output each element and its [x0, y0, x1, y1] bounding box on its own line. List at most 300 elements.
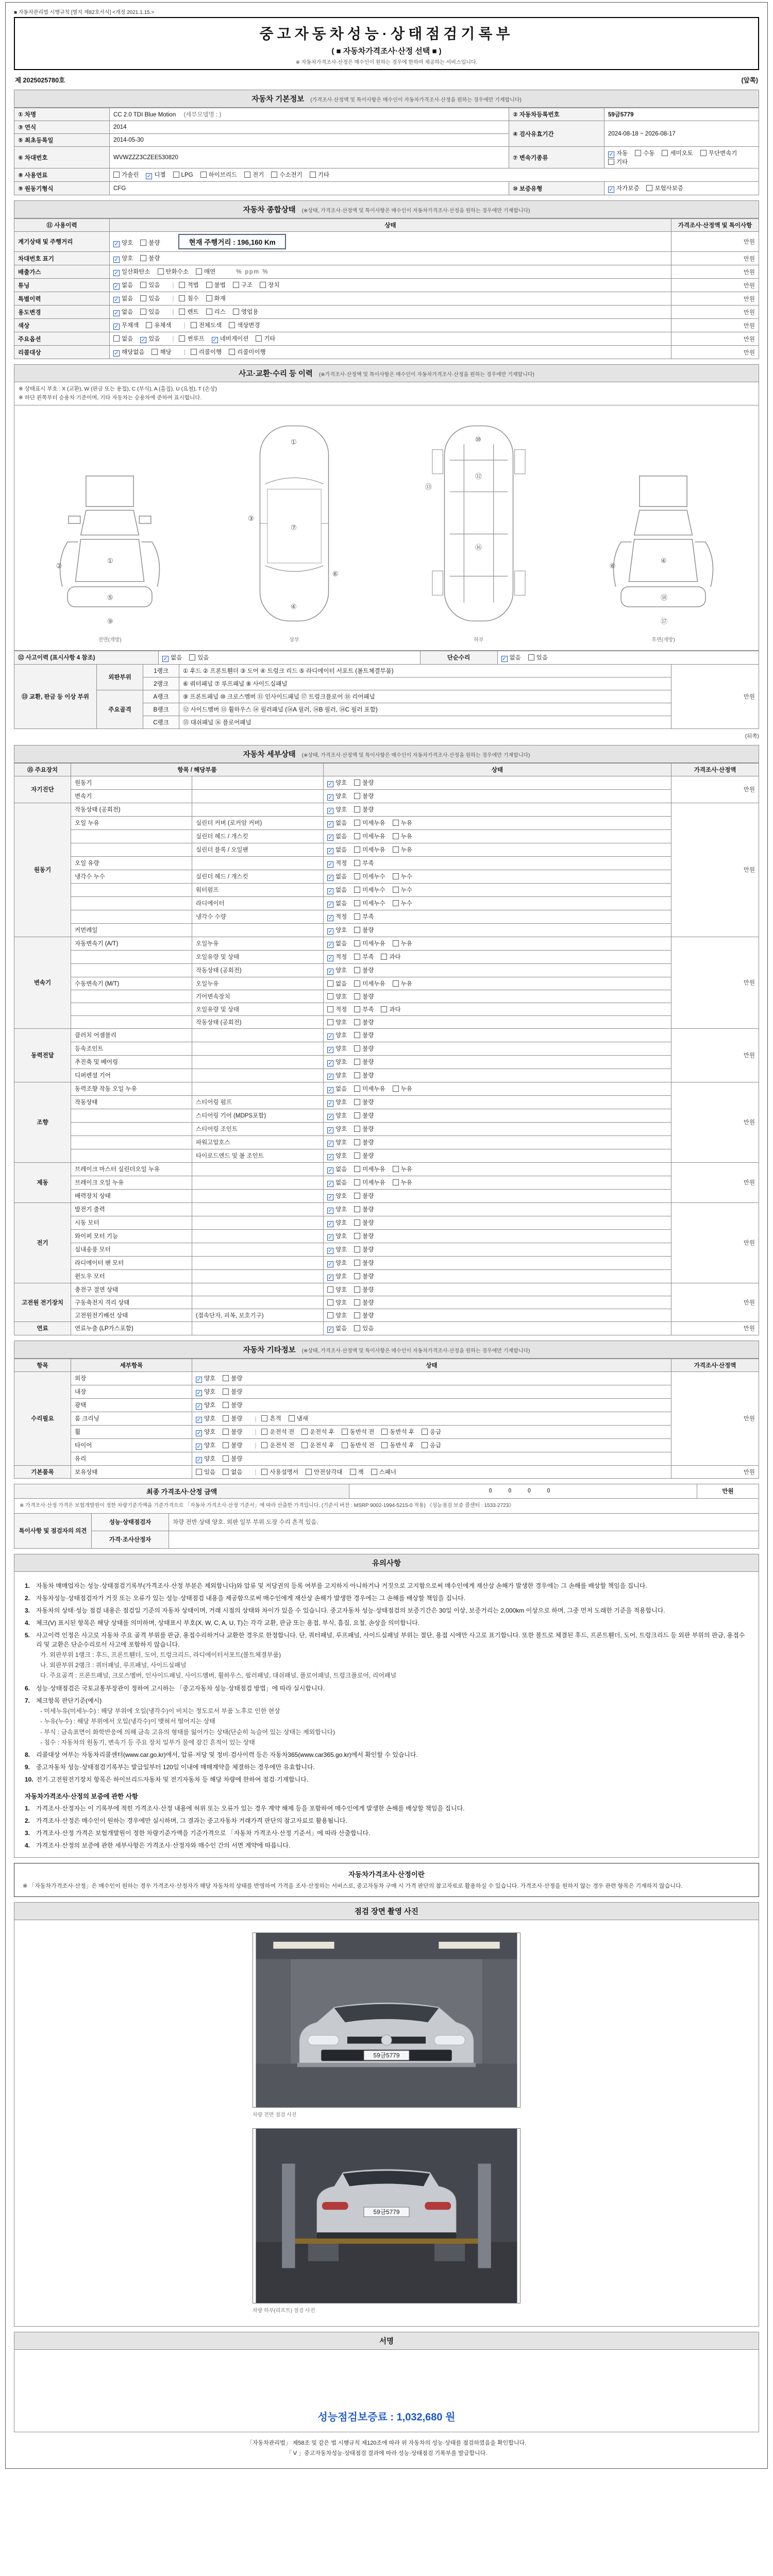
checkbox-있음[interactable]: [189, 653, 209, 662]
notice-text: 전기·고전원전기장치 항목은 하이브리드자동차 및 전기자동차 등 해당 차량에 한하여 점검·기재합니다.: [36, 1776, 309, 1784]
photo-caption: 차량 전면 점검 사진: [253, 2112, 297, 2118]
svg-text:⑨: ⑨: [107, 618, 113, 626]
car-diagram-bottom: [396, 413, 561, 643]
checkbox-있음[interactable]: [140, 308, 160, 316]
checkbox-불량[interactable]: [354, 1245, 374, 1253]
checkbox-box: ✓: [163, 655, 168, 662]
checkbox-양호[interactable]: [327, 792, 347, 801]
table-row: [14, 108, 759, 121]
detail-subitem: [192, 803, 324, 816]
table-row: [14, 1484, 759, 1498]
detail-subitem: 실린더 커버 (로커암 커버): [192, 816, 324, 829]
checkbox-화재[interactable]: [206, 294, 226, 302]
checkbox-label: 없음: [335, 820, 347, 826]
price-cell: 만원: [671, 776, 759, 803]
accident-history-state: [159, 651, 421, 664]
item-state: [110, 319, 671, 332]
checkbox-불량[interactable]: [354, 1272, 374, 1280]
checkbox-있음[interactable]: [528, 653, 548, 662]
checkbox-label: 불량: [362, 1099, 374, 1106]
checkbox-불량[interactable]: [354, 1232, 374, 1240]
checkbox-양호[interactable]: [196, 1428, 215, 1436]
checkbox-label: 침수: [187, 296, 199, 302]
checkbox-적정[interactable]: [327, 1005, 347, 1013]
price-cell: 만원: [671, 1162, 759, 1202]
checkbox-양호[interactable]: [327, 778, 347, 787]
checkbox-box: [191, 349, 197, 355]
checkbox-group: [608, 150, 744, 165]
checkbox-양호[interactable]: [327, 992, 347, 1001]
checkbox-양호[interactable]: [327, 1205, 347, 1214]
checkbox-불량[interactable]: [354, 926, 374, 934]
checkbox-누유[interactable]: [393, 1178, 412, 1187]
explain-title: 자동차가격조사·산정이란: [348, 1871, 425, 1879]
checkbox-양호[interactable]: [327, 1218, 347, 1227]
checkbox-누유[interactable]: [393, 819, 412, 827]
checkbox-전기[interactable]: [244, 171, 264, 179]
checkbox-group: [327, 1140, 381, 1146]
detail-subitem: [192, 1176, 324, 1189]
checkbox-불량[interactable]: [223, 1414, 242, 1422]
checkbox-label: 전체도색: [198, 323, 222, 329]
checkbox-label: 보험사보증: [654, 185, 683, 192]
checkbox-없음[interactable]: [327, 899, 347, 908]
checkbox-리스[interactable]: [206, 308, 226, 316]
checkbox-리콜이행[interactable]: [191, 348, 222, 356]
checkbox-미세누유[interactable]: [354, 979, 385, 988]
svg-text:⑥: ⑥: [332, 570, 339, 578]
checkbox-무단변속기[interactable]: [700, 149, 737, 157]
checkbox-불량[interactable]: [140, 254, 160, 262]
checkbox-불량[interactable]: [354, 1205, 374, 1213]
notice-subitem: - 미세누유(미세누수) : 해당 부위에 오일(냉각수)이 비치는 정도로서 부품 노후로 인한 현상: [40, 1707, 280, 1715]
checkbox-적정[interactable]: [327, 859, 347, 868]
checkbox-label: 없음: [335, 1166, 347, 1173]
final-price-value: 0 0 0 0: [349, 1484, 697, 1498]
checkbox-기타[interactable]: [608, 158, 628, 166]
checkbox-불량[interactable]: [354, 1125, 374, 1133]
checkbox-group: [327, 1046, 381, 1052]
checkbox-미세누유[interactable]: [354, 1084, 385, 1093]
section-comprehensive-title-bar: [14, 200, 759, 218]
checkbox-안전삼각대[interactable]: [306, 1468, 343, 1476]
checkbox-부족[interactable]: [354, 953, 374, 961]
detail-item: 원동기: [71, 776, 192, 789]
checkbox-렌트[interactable]: [179, 308, 198, 316]
checkbox-잭[interactable]: [350, 1468, 364, 1476]
checkbox-불량[interactable]: [354, 1138, 374, 1146]
notice-subitem: 나. 외판부위 2랭크 : 쿼터패널, 루프패널, 사이드실패널: [40, 1661, 187, 1669]
checkbox-label: 불량: [231, 1388, 243, 1395]
checkbox-수동[interactable]: [635, 149, 654, 157]
checkbox-label: 불량: [148, 240, 160, 246]
checkbox-양호[interactable]: [327, 1192, 347, 1200]
checkbox-불량[interactable]: [354, 1285, 374, 1294]
checkbox-box: [301, 1429, 308, 1435]
checkbox-불량[interactable]: [354, 1071, 374, 1079]
checkbox-해당[interactable]: [152, 348, 171, 356]
detail-state: [324, 1069, 671, 1082]
checkbox-냄새[interactable]: [289, 1414, 308, 1422]
checkbox-미세누수[interactable]: [354, 899, 385, 907]
checkbox-양호[interactable]: [327, 1232, 347, 1241]
checkbox-운전석 후[interactable]: [301, 1428, 334, 1436]
section-basic-title-bar: [14, 90, 759, 108]
checkbox-없음[interactable]: [327, 939, 347, 948]
checkbox-리콜미이행[interactable]: [229, 348, 266, 356]
checkbox-불량[interactable]: [354, 1111, 374, 1120]
checkbox-불량[interactable]: [354, 1058, 374, 1066]
detail-state: [324, 1321, 671, 1335]
checkbox-box: ✓: [328, 1087, 333, 1093]
checkbox-없음[interactable]: [327, 979, 347, 988]
checkbox-있음[interactable]: [196, 1468, 215, 1476]
checkbox-box: [113, 335, 120, 342]
checkbox-누유[interactable]: [393, 832, 412, 840]
checkbox-양호[interactable]: [327, 1031, 347, 1040]
checkbox-label: 수동: [643, 150, 655, 157]
checkbox-불량[interactable]: [354, 1259, 374, 1267]
checkbox-없음[interactable]: [501, 653, 521, 662]
checkbox-미세누유[interactable]: [354, 832, 385, 840]
checkbox-box: [354, 1112, 360, 1118]
checkbox-하이브리드[interactable]: [200, 171, 238, 179]
checkbox-불량[interactable]: [223, 1374, 242, 1382]
checkbox-없음[interactable]: [327, 832, 347, 841]
checkbox-불량[interactable]: [354, 1044, 374, 1053]
checkbox-불량[interactable]: [354, 966, 374, 974]
checkbox-미세누유[interactable]: [354, 1178, 385, 1187]
checkbox-미세누수[interactable]: [354, 886, 385, 894]
detail-item: [71, 1109, 192, 1122]
checkbox-양호[interactable]: [327, 1151, 347, 1160]
checkbox-있음[interactable]: [140, 334, 160, 343]
notice-item: [25, 1696, 748, 1705]
col-misc-group: 항목: [14, 1359, 71, 1371]
checkbox-양호[interactable]: [327, 1044, 347, 1053]
checkbox-없음[interactable]: [327, 845, 347, 854]
checkbox-불량[interactable]: [223, 1454, 242, 1463]
document-sheet: [5, 2, 768, 2469]
table-header-row: [14, 1359, 759, 1371]
misc-row: [14, 1465, 759, 1478]
checkbox-있음[interactable]: [140, 281, 160, 289]
checkbox-장치[interactable]: [260, 281, 279, 289]
signature-area[interactable]: [14, 2350, 759, 2432]
checkbox-누유[interactable]: [393, 979, 412, 988]
checkbox-불량[interactable]: [354, 778, 374, 787]
checkbox-구조[interactable]: [233, 281, 253, 289]
checkbox-box: ✓: [212, 337, 217, 343]
checkbox-미세누유[interactable]: [354, 845, 385, 854]
checkbox-label: 불량: [362, 1032, 374, 1039]
checkbox-자가보증[interactable]: [608, 184, 639, 193]
notice-text: 중고자동차 성능·상태점검기록부는 발급일부터 120일 이내에 매매계약을 체결하는 경우에만 유효합니다.: [36, 1764, 315, 1771]
checkbox-있음[interactable]: [140, 294, 160, 302]
detail-state: [324, 1003, 671, 1015]
notice-item: [25, 1816, 748, 1825]
document-number-row: [15, 75, 758, 84]
misc-state: [192, 1438, 671, 1452]
detail-subitem: [192, 1216, 324, 1229]
checkbox-불량[interactable]: [140, 239, 160, 247]
checkbox-기타[interactable]: [256, 334, 275, 343]
checkbox-누유[interactable]: [393, 1084, 412, 1093]
checkbox-양호[interactable]: [327, 926, 347, 935]
checkbox-box: [354, 806, 360, 812]
checkbox-누유[interactable]: [393, 1165, 412, 1173]
checkbox-box: [354, 1059, 360, 1065]
checkbox-box: [113, 172, 120, 178]
checkbox-양호[interactable]: [113, 239, 133, 247]
checkbox-없음[interactable]: [327, 886, 347, 894]
checkbox-양호[interactable]: [196, 1454, 215, 1463]
checkbox-미세누유[interactable]: [354, 819, 385, 827]
checkbox-일산화탄소[interactable]: [113, 267, 150, 276]
checkbox-부족[interactable]: [354, 912, 374, 921]
notice-subitem: - 부식 : 금속표면이 화학반응에 의해 금속 고유의 형태를 잃어가는 상태(단순히 녹슬어 있는 상태는 제외합니다): [40, 1728, 335, 1736]
checkbox-양호[interactable]: [327, 1259, 347, 1267]
checkbox-적정[interactable]: [327, 912, 347, 921]
detail-row: [14, 803, 759, 816]
checkbox-불량[interactable]: [354, 1298, 374, 1307]
checkbox-운전석 후[interactable]: [301, 1441, 334, 1449]
checkbox-양호[interactable]: [196, 1387, 215, 1396]
checkbox-없음[interactable]: [162, 653, 182, 662]
checkbox-적정[interactable]: [327, 953, 347, 961]
checkbox-label: 동반석 후: [390, 1442, 414, 1449]
checkbox-네비게이션[interactable]: [212, 334, 249, 343]
checkbox-box: ✓: [609, 151, 614, 158]
checkbox-box: [354, 1206, 360, 1212]
checkbox-양호[interactable]: [196, 1401, 215, 1410]
checkbox-없음[interactable]: [327, 1178, 347, 1187]
checkbox-보험사보증[interactable]: [646, 184, 683, 192]
checkbox-불량[interactable]: [354, 1192, 374, 1200]
checkbox-자동[interactable]: [608, 149, 628, 158]
checkbox-없음[interactable]: [327, 1165, 347, 1174]
checkbox-동반석 후[interactable]: [381, 1428, 414, 1436]
checkbox-label: 양호: [335, 1246, 347, 1253]
checkbox-전체도색[interactable]: [191, 321, 222, 329]
checkbox-label: 냄새: [296, 1415, 308, 1422]
inspector-comment: 차량 전반 상태 양호. 외판 일부 부위 도장 수리 흔적 있음.: [169, 1513, 759, 1531]
checkbox-box: [140, 309, 146, 315]
section-basic-note: (가격조사·산정액 및 특이사항은 매수인이 자동차가격조사·산정을 원하는 경우에만 기재합니다): [310, 97, 522, 103]
checkbox-box: [354, 1166, 360, 1172]
checkbox-불량[interactable]: [354, 1218, 374, 1227]
checkbox-group: [327, 1193, 381, 1199]
parts-rank: C랭크: [143, 716, 179, 728]
checkbox-부족[interactable]: [354, 1005, 374, 1013]
checkbox-불량[interactable]: [223, 1441, 242, 1449]
checkbox-box: ✓: [328, 941, 333, 948]
checkbox-label: 부족: [362, 1006, 374, 1013]
checkbox-불량[interactable]: [354, 1098, 374, 1106]
label-simple-repair: 단순수리: [420, 651, 497, 664]
checkbox-box: [327, 1006, 333, 1012]
checkbox-box: [261, 1469, 267, 1475]
svg-text:①: ①: [290, 438, 297, 447]
svg-text:④: ④: [660, 557, 667, 565]
checkbox-불량[interactable]: [354, 792, 374, 800]
parts-group: 외판부위: [97, 664, 143, 690]
notice-item: [25, 1828, 748, 1838]
checkbox-label: 양호: [204, 1388, 216, 1395]
checkbox-불량[interactable]: [223, 1428, 242, 1436]
checkbox-양호[interactable]: [196, 1441, 215, 1450]
checkbox-양호[interactable]: [327, 1272, 347, 1281]
checkbox-적법[interactable]: [179, 281, 198, 289]
signature-title: 서명: [379, 2337, 394, 2346]
checkbox-없음[interactable]: [327, 819, 347, 827]
checkbox-영업용[interactable]: [233, 308, 258, 316]
checkbox-누수[interactable]: [393, 886, 412, 894]
col-state: 상태: [324, 763, 671, 776]
checkbox-응급[interactable]: [422, 1428, 441, 1436]
checkbox-양호[interactable]: [327, 1071, 347, 1080]
checkbox-썬루프[interactable]: [179, 334, 204, 343]
section-accident-title-bar: [14, 364, 759, 382]
checkbox-양호[interactable]: [327, 1098, 347, 1107]
detail-state: [324, 1122, 671, 1136]
checkbox-수소전기[interactable]: [271, 171, 302, 179]
checkbox-침수[interactable]: [179, 294, 198, 302]
checkbox-없음[interactable]: [327, 1084, 347, 1093]
misc-group-name: 수리필요: [14, 1371, 71, 1465]
checkbox-누수[interactable]: [393, 872, 412, 880]
checkbox-없음[interactable]: [327, 872, 347, 881]
checkbox-양호[interactable]: [327, 1058, 347, 1066]
checkbox-불량[interactable]: [354, 1311, 374, 1319]
detail-item: [71, 883, 192, 896]
detail-item: 동력조향 작동 오일 누유: [71, 1082, 192, 1095]
checkbox-불량[interactable]: [223, 1387, 242, 1396]
detail-state: [324, 870, 671, 883]
checkbox-과다[interactable]: [381, 953, 400, 961]
checkbox-색상변경[interactable]: [229, 321, 260, 329]
checkbox-양호[interactable]: [327, 1245, 347, 1254]
checkbox-group: [327, 914, 381, 920]
checkbox-group: [327, 1099, 381, 1106]
checkbox-동반석 후[interactable]: [381, 1441, 414, 1449]
checkbox-누유[interactable]: [393, 939, 412, 947]
checkbox-양호[interactable]: [196, 1374, 215, 1383]
checkbox-스패너[interactable]: [371, 1468, 396, 1476]
checkbox-box: [354, 993, 360, 999]
checkbox-미세누유[interactable]: [354, 1165, 385, 1173]
checkbox-있음[interactable]: [354, 1324, 374, 1332]
detail-state: [324, 843, 671, 856]
checkbox-없음[interactable]: [223, 1468, 242, 1476]
item-label: 차대번호 표기: [14, 252, 110, 265]
checkbox-과다[interactable]: [381, 1005, 400, 1013]
checkbox-없음[interactable]: [113, 281, 133, 290]
checkbox-사용설명서[interactable]: [261, 1468, 298, 1476]
checkbox-box: [140, 255, 146, 261]
checkbox-누수[interactable]: [393, 899, 412, 907]
checkbox-양호[interactable]: [327, 1298, 347, 1307]
checkbox-box: ✓: [114, 297, 119, 303]
checkbox-가솔린[interactable]: [113, 171, 139, 179]
checkbox-불량[interactable]: [354, 1018, 374, 1026]
item-state: [110, 306, 671, 319]
checkbox-양호[interactable]: [327, 1111, 347, 1120]
checkbox-부족[interactable]: [354, 859, 374, 867]
section-detail-title-bar: [14, 745, 759, 763]
checkbox-흔적[interactable]: [261, 1414, 281, 1422]
notice-number: 4.: [25, 1619, 30, 1626]
checkbox-box: [261, 1415, 267, 1421]
checkbox-LPG[interactable]: [173, 172, 193, 178]
checkbox-불법[interactable]: [206, 281, 226, 289]
checkbox-없음[interactable]: [113, 308, 133, 316]
checkbox-불량[interactable]: [354, 805, 374, 814]
checkbox-동반석 전[interactable]: [342, 1441, 375, 1449]
checkbox-없음[interactable]: [113, 334, 133, 343]
checkbox-유채색[interactable]: [146, 321, 171, 329]
detail-state: [324, 816, 671, 829]
checkbox-미세누유[interactable]: [354, 939, 385, 947]
checkbox-label: 불량: [362, 967, 374, 974]
detail-subitem: 기어변속장치: [192, 990, 324, 1003]
checkbox-box: [393, 900, 399, 906]
detail-item: 브레이크 오일 누유: [71, 1176, 192, 1189]
notice-number: 5.: [25, 1631, 30, 1639]
checkbox-없음[interactable]: [113, 294, 133, 303]
checkbox-매연[interactable]: [196, 267, 215, 276]
checkbox-box: [354, 1032, 360, 1038]
device-name: 변속기: [14, 937, 71, 1028]
checkbox-동반석 전[interactable]: [342, 1428, 375, 1436]
checkbox-불량[interactable]: [354, 1151, 374, 1160]
checkbox-group: [327, 1274, 381, 1280]
checkbox-양호[interactable]: [327, 1285, 347, 1294]
checkbox-없음[interactable]: [327, 1324, 347, 1333]
checkbox-기타[interactable]: [310, 171, 329, 179]
checkbox-양호[interactable]: [113, 254, 133, 263]
checkbox-무채색[interactable]: [113, 321, 139, 330]
checkbox-누유[interactable]: [393, 845, 412, 854]
checkbox-양호[interactable]: [196, 1414, 215, 1423]
checkbox-운전석 전[interactable]: [261, 1441, 294, 1449]
checkbox-탄화수소[interactable]: [158, 267, 189, 276]
checkbox-불량[interactable]: [354, 992, 374, 1001]
checkbox-미세누수[interactable]: [354, 872, 385, 880]
checkbox-해당없음[interactable]: [113, 348, 144, 357]
checkbox-box: ✓: [114, 350, 119, 357]
photos-title-bar: [14, 1902, 759, 1920]
checkbox-양호[interactable]: [327, 1018, 347, 1026]
checkbox-불량[interactable]: [354, 1031, 374, 1039]
checkbox-응급[interactable]: [422, 1441, 441, 1449]
checkbox-box: [646, 185, 652, 191]
detail-subitem: [192, 1243, 324, 1256]
table-row: [14, 168, 759, 182]
checkbox-세미오토[interactable]: [662, 149, 693, 157]
checkbox-디젤[interactable]: [146, 171, 165, 179]
checkbox-불량[interactable]: [223, 1401, 242, 1409]
checkbox-양호[interactable]: [327, 1311, 347, 1319]
checkbox-양호[interactable]: [327, 805, 347, 814]
detail-item: 등속조인트: [71, 1042, 192, 1055]
checkbox-양호[interactable]: [327, 1125, 347, 1133]
checkbox-label: 양호: [335, 1299, 347, 1306]
checkbox-양호[interactable]: [327, 1138, 347, 1147]
checkbox-양호[interactable]: [327, 966, 347, 975]
checkbox-운전석 전[interactable]: [261, 1428, 294, 1436]
document-subtitle-note: ※ 자동차가격조사·산정은 매수인이 원하는 경우에 한하여 제공하는 서비스입니다.: [295, 60, 478, 65]
